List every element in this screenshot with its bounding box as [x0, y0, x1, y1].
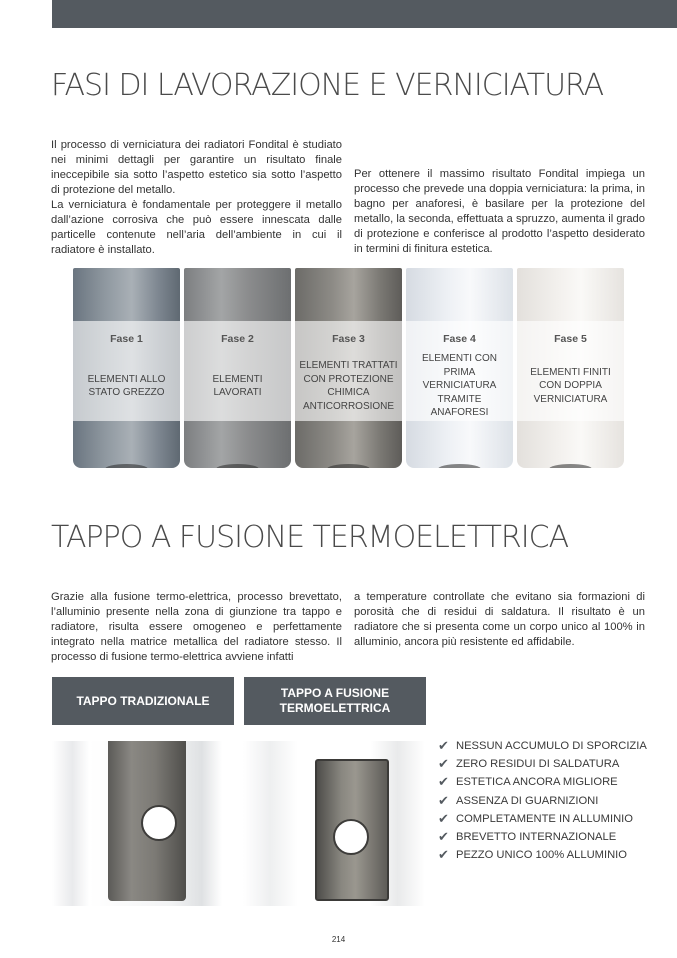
- traditional-cap-photo: [52, 741, 222, 906]
- benefit-text: COMPLETAMENTE IN ALLUMINIO: [456, 812, 633, 825]
- tab-fusion-cap: TAPPO A FUSIONE TERMOELETTRICA: [244, 677, 426, 725]
- phase-2-card: [184, 268, 291, 468]
- fusion-intro-paragraph: Grazie alla fusione termo-elettrica, processo brevettato, l’alluminio presente nella zona di giunzione tra tappo e radiatore, risulta essere omogeneo e perfettamente integrato nella matrice metallica del radiatore stesso. Il processo di fusione termo-elettrica avviene infatti: [51, 591, 342, 663]
- phase-label: Fase 4: [443, 333, 476, 345]
- paragraph-line: La verniciatura è fondamentale per proteggere il metallo dall’azione corrosiva che può essere innescata dalle particelle contenute nell’aria dell’ambiente in cui il radiatore è installato.: [51, 199, 342, 256]
- top-header-bar: [52, 0, 677, 28]
- fusion-result-paragraph: a temperature controllate che evitano sia formazioni di porosità che di residui di saldatura. Il risultato è un radiatore che si presenta come un corpo unico al 100% in alluminio, ancora più resistente ed affidabile.: [354, 591, 645, 648]
- phase-label: Fase 3: [332, 333, 365, 345]
- phase-label: Fase 5: [554, 333, 587, 345]
- phases-strip: [73, 268, 624, 468]
- list-item: [438, 773, 647, 791]
- phase-3-card: [295, 268, 402, 468]
- phase-label: Fase 1: [110, 333, 143, 345]
- benefits-list: [438, 737, 647, 864]
- checkmark-icon: ✔: [438, 829, 449, 845]
- checkmark-icon: ✔: [438, 738, 449, 754]
- checkmark-icon: ✔: [438, 774, 449, 790]
- benefit-text: ZERO RESIDUI DI SALDATURA: [456, 758, 620, 771]
- list-item: [438, 810, 647, 828]
- checkmark-icon: ✔: [438, 756, 449, 772]
- benefit-text: ESTETICA ANCORA MIGLIORE: [456, 776, 618, 789]
- checkmark-icon: ✔: [438, 792, 449, 808]
- benefit-text: PEZZO UNICO 100% ALLUMINIO: [456, 849, 627, 862]
- list-item: [438, 792, 647, 810]
- phase-description: ELEMENTI FINITI CON DOPPIA VERNICIATURA: [530, 366, 611, 405]
- section-title-fusion: TAPPO A FUSIONE TERMOELETTRICA: [51, 520, 569, 555]
- paragraph-line: Il processo di verniciatura dei radiatori Fondital è studiato nei minimi dettagli per garantire un risultato finale ineccepibile sia sotto l’aspetto estetico sia sotto l’aspetto di protezione del metallo.: [51, 139, 342, 196]
- list-item: [438, 846, 647, 864]
- phase-description: ELEMENTI LAVORATI: [212, 373, 263, 398]
- phase-description: ELEMENTI CON PRIMA VERNICIATURA TRAMITE ANAFORESI: [421, 353, 497, 419]
- painting-intro-paragraph: [51, 138, 342, 258]
- list-item: [438, 737, 647, 755]
- benefit-text: ASSENZA DI GUARNIZIONI: [456, 794, 599, 807]
- tab-traditional-cap: TAPPO TRADIZIONALE: [52, 677, 234, 725]
- list-item: [438, 755, 647, 773]
- phase-1-card: [73, 268, 180, 468]
- list-item: [438, 828, 647, 846]
- checkmark-icon: ✔: [438, 847, 449, 863]
- section-title-painting: FASI DI LAVORAZIONE E VERNICIATURA: [51, 68, 604, 103]
- phase-label: Fase 2: [221, 333, 254, 345]
- phase-4-card: [406, 268, 513, 468]
- benefit-text: BREVETTO INTERNAZIONALE: [456, 831, 617, 844]
- phase-description: ELEMENTI TRATTATI CON PROTEZIONE CHIMICA ANTICORROSIONE: [299, 360, 398, 412]
- page-number: 214: [331, 935, 346, 944]
- painting-process-paragraph: Per ottenere il massimo risultato Fondital impiega un processo che prevede una doppia verniciatura: la prima, in bagno per anaforesi, è basilare per la protezione del metallo, la seconda, effettuata a spruzzo, aumenta il grado di protezione e conferisce al prodotto l’aspetto desiderato in termini di finitura estetica.: [354, 168, 645, 255]
- benefit-text: NESSUN ACCUMULO DI SPORCIZIA: [456, 740, 647, 753]
- phase-description: ELEMENTI ALLO STATO GREZZO: [87, 373, 166, 398]
- phase-5-card: [517, 268, 624, 468]
- checkmark-icon: ✔: [438, 810, 449, 826]
- fusion-cap-photo: [243, 741, 425, 906]
